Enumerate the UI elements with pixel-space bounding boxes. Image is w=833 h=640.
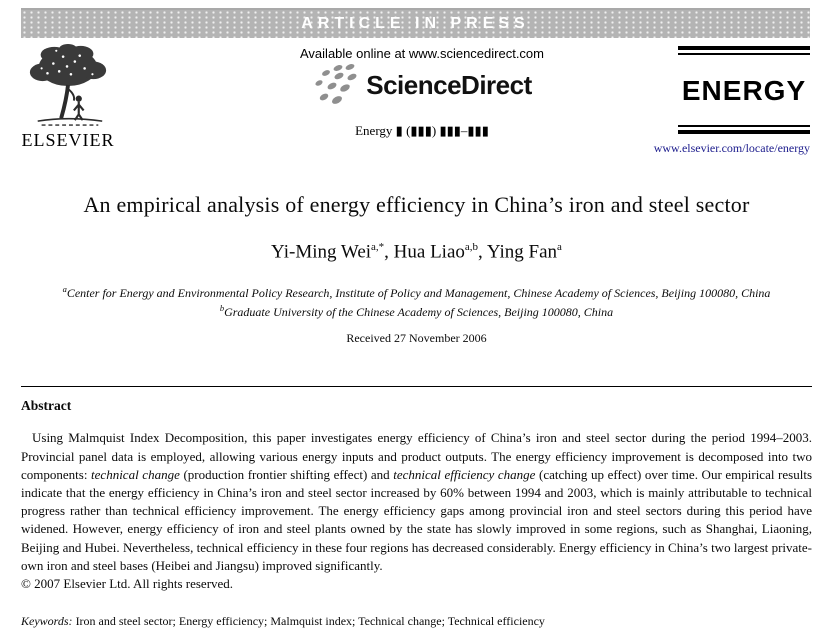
journal-logo-box: [678, 46, 810, 134]
affiliation-b-text: Graduate University of the Chinese Academy of Sciences, Beijing 100080, China: [224, 305, 614, 320]
sciencedirect-wordmark: ScienceDirect: [366, 69, 532, 100]
sciencedirect-logo: [212, 64, 632, 106]
affiliation-a-mark: a: [62, 284, 67, 295]
affiliation-a-text: Center for Energy and Environmental Policy Research, Institute of Policy and Management, Chinese Academy of Sciences, Beijing 100080, China: [66, 286, 771, 301]
double-rule-bottom: [678, 125, 810, 134]
available-online-text: Available online at www.sciencedirect.com: [300, 46, 544, 61]
author-3-affiliation-mark: a: [557, 241, 562, 253]
affiliation-b: [0, 301, 833, 320]
abstract-italic-term-2: technical efficiency change: [393, 466, 536, 482]
double-rule-top: [678, 46, 810, 55]
author-1-affiliation-mark: a,*: [371, 241, 385, 253]
author-3: , Ying Fan: [478, 241, 558, 263]
abstract-paragraph: [21, 429, 812, 575]
elsevier-logo: [18, 42, 118, 151]
keywords-text: Iron and steel sector; Energy efficiency; Malmquist index; Technical change; Technical efficiency: [72, 614, 545, 629]
abstract-italic-term-1: technical change: [91, 466, 180, 482]
paper-title: An empirical analysis of energy efficiency in China’s iron and steel sector: [83, 192, 750, 217]
elsevier-wordmark: ELSEVIER: [21, 130, 115, 150]
author-2-affiliation-mark: a,b: [464, 241, 479, 253]
author-1: Yi-Ming Wei: [271, 241, 372, 263]
author-2: , Hua Liao: [384, 241, 465, 263]
journal-homepage-link[interactable]: www.elsevier.com/locate/energy: [653, 141, 810, 155]
copyright-line: © 2007 Elsevier Ltd. All rights reserved.: [21, 575, 234, 591]
article-in-press-banner: [21, 8, 810, 38]
abstract-text-2: (production frontier shifting effect) and: [179, 466, 394, 482]
journal-title-wordmark: ENERGY: [681, 75, 807, 106]
section-divider-top: [21, 386, 812, 387]
affiliation-b-mark: b: [219, 303, 225, 314]
keywords-line: [21, 614, 812, 629]
elsevier-tree-icon: [24, 42, 112, 128]
journal-citation: Energy ▮ (▮▮▮) ▮▮▮–▮▮▮: [355, 123, 489, 138]
abstract-text-3: (catching up effect) over time. Our empirical results indicate that the energy efficiency in China’s iron and steel sector increased by 60% between 1994 and 2003, which is mainly attributable to technical progress rather than technical efficiency improvement. The energy efficiency gaps among provincial iron and steel sectors during this period have widened. However, energy efficiency of iron and steel plants owned by the state has slowly improved in some regions, such as Shanghai, Liaoning, Beijing and Hubei. Nevertheless, technical efficiency in these four regions has decreased considerably. Energy efficiency in China’s two largest private-own iron and steel bases (Heibei and Jiangsu) improved significantly.: [21, 466, 813, 573]
article-content: [0, 192, 833, 640]
received-date: Received 27 November 2006: [346, 331, 487, 346]
sciencedirect-dots-icon: [312, 64, 360, 106]
authors-line: [0, 241, 833, 263]
banner-label: ARTICLE IN PRESS: [301, 15, 530, 32]
affiliations: [0, 282, 833, 320]
abstract-text-1: Using Malmquist Index Decomposition, this paper investigates energy efficiency of China’s iron and steel sector during the period 1994–2003. Provincial panel data is employed, allowing various energy inputs and product outputs. The energy efficiency improvement is decomposed into two components:: [21, 430, 812, 482]
affiliation-a: [0, 282, 833, 301]
keywords-label: Keywords:: [21, 614, 73, 629]
abstract-heading: Abstract: [21, 398, 72, 414]
